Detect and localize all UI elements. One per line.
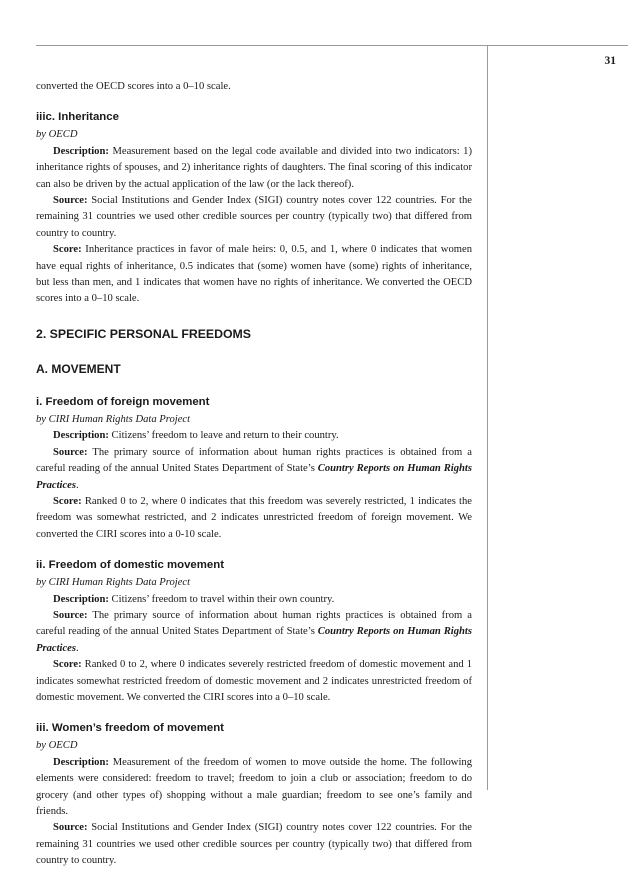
description-text: Measurement based on the legal code available and divided into two indicators: 1) inheritance rights of spouses, and 2) inheritance rights of daughters. The final scoring of this indicator can also be driven by the actual application of the law (or the lack thereof). [36, 145, 472, 190]
source-label: Source: [53, 609, 88, 621]
score-text: Ranked 0 to 2, where 0 indicates that this freedom was severely restricted, 1 indicates the freedom was somewhat restricted, and 2 indicates unrestricted freedom of foreign movement. We converted the CIRI scores into a 0-10 scale. [36, 495, 472, 540]
source-text-end: . [76, 642, 79, 654]
page-number: 31 [604, 55, 616, 67]
source-label: Source: [53, 822, 88, 834]
foreign-movement-heading: i. Freedom of foreign movement [36, 395, 210, 408]
score-label: Score: [53, 495, 82, 507]
header-rule [36, 45, 628, 46]
source-text: Social Institutions and Gender Index (SIGI) country notes cover 122 countries. For the remaining 31 countries we used other credible sources per country (typically two) that differed from country to country. [36, 195, 472, 239]
section-title: 2. SPECIFIC PERSONAL FREEDOMS [36, 326, 252, 341]
womens-movement-description [36, 755, 472, 821]
description-label: Description: [53, 756, 109, 768]
description-label: Description: [53, 145, 109, 157]
source-text-end: . [76, 479, 79, 491]
domestic-movement-source [36, 608, 472, 657]
score-text: Ranked 0 to 2, where 0 indicates severely restricted freedom of domestic movement and 1 indicates somewhat restricted freedom of domestic movement and 2 indicates unrestricted freedom of domestic movement. We converted the CIRI scores into a 0–10 scale. [36, 659, 472, 703]
score-label: Score: [53, 659, 82, 671]
document-body [36, 79, 472, 870]
intro-line: converted the OECD scores into a 0–10 scale. [36, 81, 231, 92]
foreign-movement-description [36, 428, 472, 444]
foreign-movement-author: by CIRI Human Rights Data Project [36, 413, 191, 425]
womens-movement-author: by OECD [36, 740, 78, 752]
womens-movement-source [36, 820, 472, 869]
description-text: Citizens’ freedom to leave and return to their country. [108, 430, 339, 442]
domestic-movement-score [36, 657, 472, 706]
inheritance-heading: iiic. Inheritance [36, 111, 119, 124]
score-label: Score: [53, 244, 82, 256]
subsection-title: A. MOVEMENT [36, 361, 121, 376]
foreign-movement-score [36, 494, 472, 543]
source-text: The primary source of information about human rights practices is obtained from a careful reading of the annual United States Department of State’s [36, 446, 472, 475]
domestic-movement-heading: ii. Freedom of domestic movement [36, 559, 224, 572]
inheritance-score [36, 242, 472, 308]
source-label: Source: [53, 446, 88, 458]
source-text: The primary source of information about human rights practices is obtained from a careful reading of the annual United States Department of State’s [36, 609, 472, 638]
description-text: Citizens’ freedom to travel within their own country. [108, 593, 335, 605]
score-text: Inheritance practices in favor of male heirs: 0, 0.5, and 1, where 0 indicates that women have equal rights of inheritance, 0.5 indicates that (some) women have (some) rights of inheritance, but less than men, and 1 indicates that women have no rights of inheritance. We converted the OECD scores into a 0–10 scale. [36, 244, 472, 305]
domestic-movement-author: by CIRI Human Rights Data Project [36, 577, 191, 589]
report-title: Country Reports on Human Rights Practices [36, 626, 472, 654]
description-text: Measurement of the freedom of women to move outside the home. The following elements were considered: freedom to travel; freedom to join a club or association; freedom to do grocery (and other types of) shopping without a male guardian; freedom to see one’s family and friends. [36, 756, 472, 817]
margin-rule [487, 45, 488, 790]
description-label: Description: [53, 593, 109, 605]
womens-movement-heading: iii. Women’s freedom of movement [36, 722, 224, 735]
source-text: Social Institutions and Gender Index (SIGI) country notes cover 122 countries. For the remaining 31 countries we used other credible sources per country (typically two) that differed from country to country. [36, 822, 472, 867]
description-label: Description: [53, 430, 109, 442]
inheritance-description [36, 144, 472, 193]
report-title: Country Reports on Human Rights Practices [36, 463, 472, 491]
domestic-movement-description [36, 592, 472, 608]
foreign-movement-source [36, 445, 472, 494]
source-label: Source: [53, 195, 88, 207]
inheritance-author: by OECD [36, 129, 78, 141]
inheritance-source [36, 193, 472, 242]
